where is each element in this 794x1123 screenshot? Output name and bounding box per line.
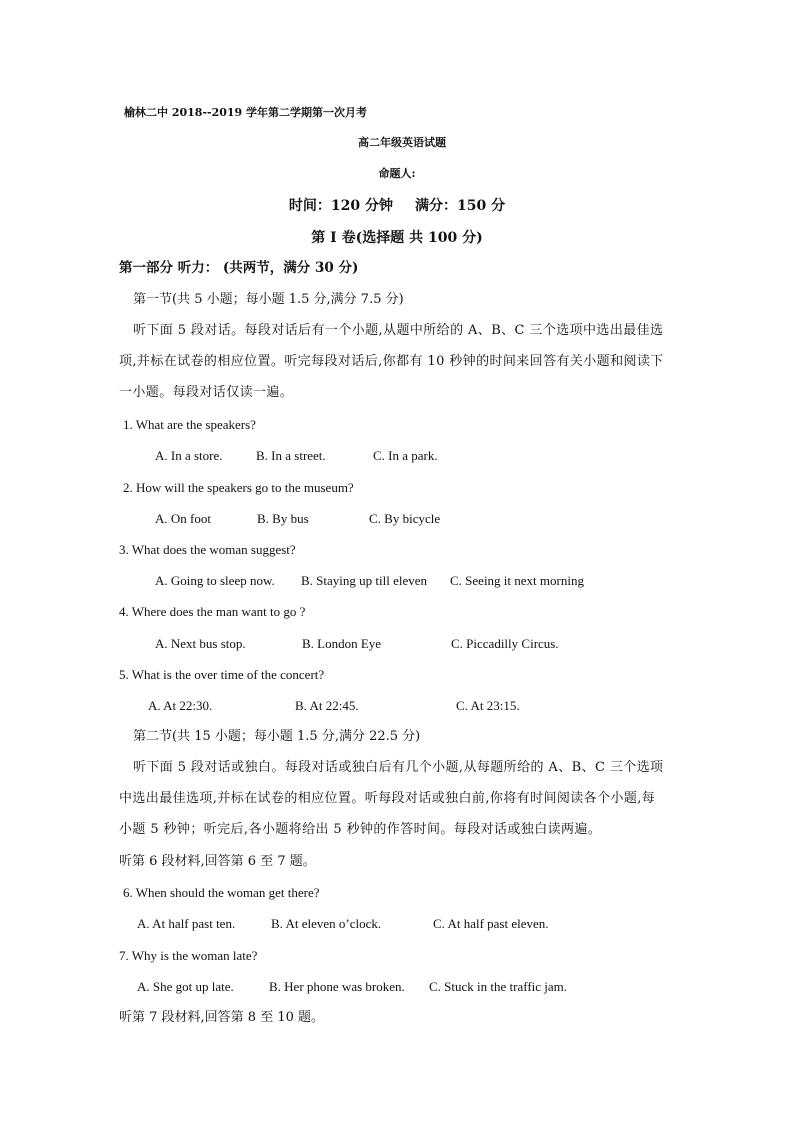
option-b: B. In a street. [256,448,326,463]
question-4: 4. Where does the man want to go ? [119,604,306,619]
volume-title: 第 I 卷(选择题 共 100 分) [311,230,483,246]
author-line: 命题人: [378,167,416,180]
material-6-label: 听第 6 段材料,回答第 6 至 7 题。 [119,854,316,869]
option-c: C. Seeing it next morning [450,573,584,588]
question-2: 2. How will the speakers go to the museum? [123,480,354,495]
option-a: A. At half past ten. [137,916,236,931]
option-b: B. At 22:45. [295,698,359,713]
option-a: A. Next bus stop. [155,636,246,651]
option-a: A. In a store. [155,448,223,463]
part1-title: 第一部分 听力： (共两节，满分 30 分) [119,260,359,276]
section1-instruction-line: 一小题。每段对话仅读一遍。 [119,385,294,400]
section2-instruction-line: 小题 5 秒钟；听完后,各小题将给出 5 秒钟的作答时间。每段对话或独白读两遍。 [119,822,602,837]
subject-title: 高二年级英语试题 [358,136,446,149]
question-6: 6. When should the woman get there? [123,885,320,900]
option-b: B. Staying up till eleven [301,573,428,588]
time-label: 时间：120 分钟 [288,198,393,214]
option-c: C. Piccadilly Circus. [451,636,559,651]
section2-title: 第二节(共 15 小题；每小题 1.5 分,满分 22.5 分) [133,729,421,744]
option-b: B. At eleven o’clock. [271,916,382,931]
option-b: B. By bus [257,511,309,526]
option-c: C. At 23:15. [456,698,520,713]
question-1: 1. What are the speakers? [123,417,256,432]
section2-instruction-line: 听下面 5 段对话或独白。每段对话或独白后有几个小题,从每题所给的 A、B、C 三个选项 [133,760,664,775]
option-c: C. In a park. [373,448,438,463]
section2-instruction-line: 中选出最佳选项,并标在试卷的相应位置。听每段对话或独白前,你将有时间阅读各个小题,每 [119,791,656,806]
option-c: C. At half past eleven. [433,916,549,931]
option-a: A. Going to sleep now. [155,573,275,588]
section1-title: 第一节(共 5 小题；每小题 1.5 分,满分 7.5 分) [133,292,404,307]
question-7: 7. Why is the woman late? [119,948,258,963]
section1-instruction-line: 听下面 5 段对话。每段对话后有一个小题,从题中所给的 A、B、C 三个选项中选出最佳选 [133,323,664,338]
option-b: B. London Eye [302,636,382,651]
section1-instruction-line: 项,并标在试卷的相应位置。听完每段对话后,你都有 10 秒钟的时间来回答有关小题和阅读下 [119,354,664,369]
score-label: 满分：150 分 [415,198,506,214]
option-c: C. By bicycle [369,511,441,526]
option-a: A. She got up late. [137,979,234,994]
option-b: B. Her phone was broken. [269,979,405,994]
question-3: 3. What does the woman suggest? [119,542,296,557]
school-title: 榆林二中 2018--2019 学年第二学期第一次月考 [124,106,368,119]
option-c: C. Stuck in the traffic jam. [429,979,568,994]
question-5: 5. What is the over time of the concert? [119,667,325,682]
time-score-line [0,199,794,213]
material-7-label: 听第 7 段材料,回答第 8 至 10 题。 [119,1010,325,1025]
option-a: A. At 22:30. [148,698,213,713]
option-a: A. On foot [155,511,211,526]
